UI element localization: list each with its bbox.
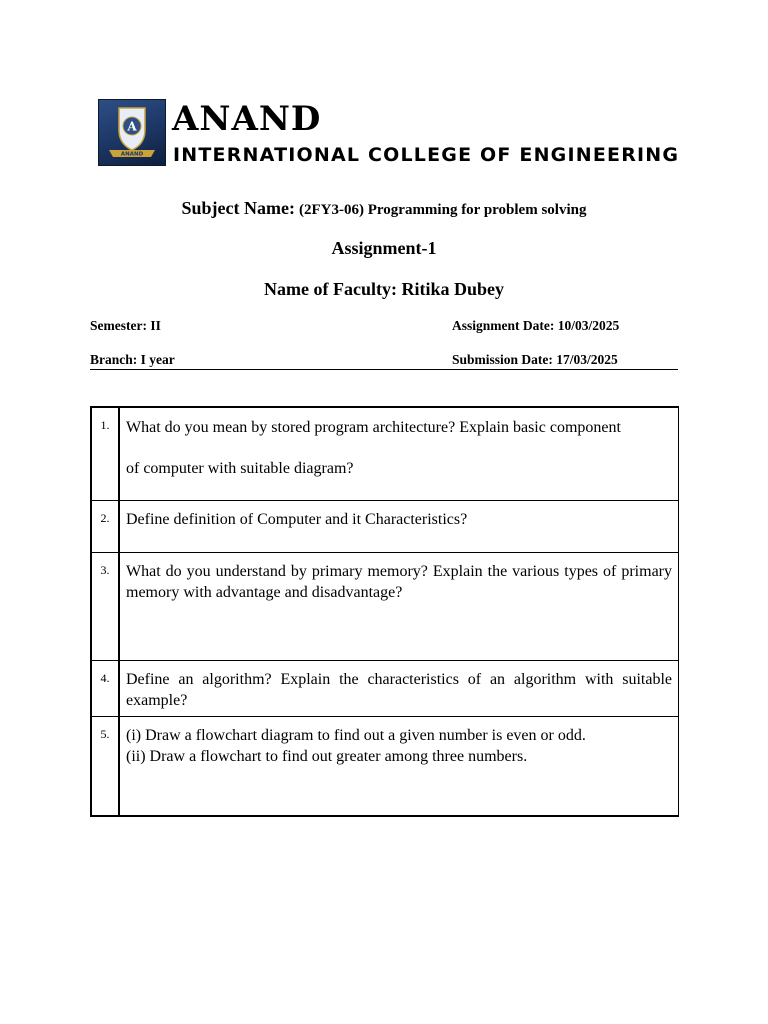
question-number: 4. xyxy=(91,660,119,716)
header-divider xyxy=(90,369,678,370)
table-row xyxy=(91,552,679,660)
college-logo xyxy=(98,99,166,166)
table-row xyxy=(91,716,679,816)
college-subtitle: INTERNATIONAL COLLEGE OF ENGINEERING xyxy=(173,144,680,166)
question-text xyxy=(119,552,679,660)
college-name: ANAND xyxy=(172,99,322,139)
branch: Branch: I year xyxy=(90,352,175,367)
subject-value: (2FY3-06) Programming for problem solving xyxy=(299,202,587,218)
table-row xyxy=(91,500,679,552)
submission-date: Submission Date: 17/03/2025 xyxy=(452,352,618,367)
question-text xyxy=(119,660,679,716)
assignment-date: Assignment Date: 10/03/2025 xyxy=(452,318,620,333)
question-text-line: (ii) Draw a flowchart to find out greater among three numbers. xyxy=(126,747,528,765)
faculty-name: Name of Faculty: Ritika Dubey xyxy=(264,279,504,299)
table-row xyxy=(91,660,679,716)
question-text-line: (i) Draw a flowchart diagram to find out a given number is even or odd. xyxy=(126,726,586,744)
assignment-title: Assignment-1 xyxy=(331,238,437,258)
question-text-line: Define definition of Computer and it Characteristics? xyxy=(126,510,468,528)
question-number: 2. xyxy=(91,500,119,552)
question-number: 5. xyxy=(91,716,119,816)
question-text-line: What do you understand by primary memory? Explain the various types of primary memory with advantage and disadvantage? xyxy=(126,562,672,601)
question-text-line: of computer with suitable diagram? xyxy=(126,460,354,477)
question-text xyxy=(119,716,679,816)
question-text-line: Define an algorithm? Explain the characteristics of an algorithm with suitable example? xyxy=(126,670,672,709)
svg-text:ANAND: ANAND xyxy=(120,151,144,158)
question-text-line: What do you mean by stored program architecture? Explain basic component xyxy=(126,419,621,436)
question-text xyxy=(119,407,679,500)
college-crest-icon xyxy=(99,100,165,165)
subject-label: Subject Name: xyxy=(181,198,295,218)
question-number: 3. xyxy=(91,552,119,660)
question-number: 1. xyxy=(91,407,119,500)
subject-line xyxy=(0,198,768,219)
svg-text:A: A xyxy=(127,119,137,134)
table-row xyxy=(91,407,679,500)
question-text xyxy=(119,500,679,552)
questions-table xyxy=(90,406,679,817)
semester: Semester: II xyxy=(90,318,161,333)
